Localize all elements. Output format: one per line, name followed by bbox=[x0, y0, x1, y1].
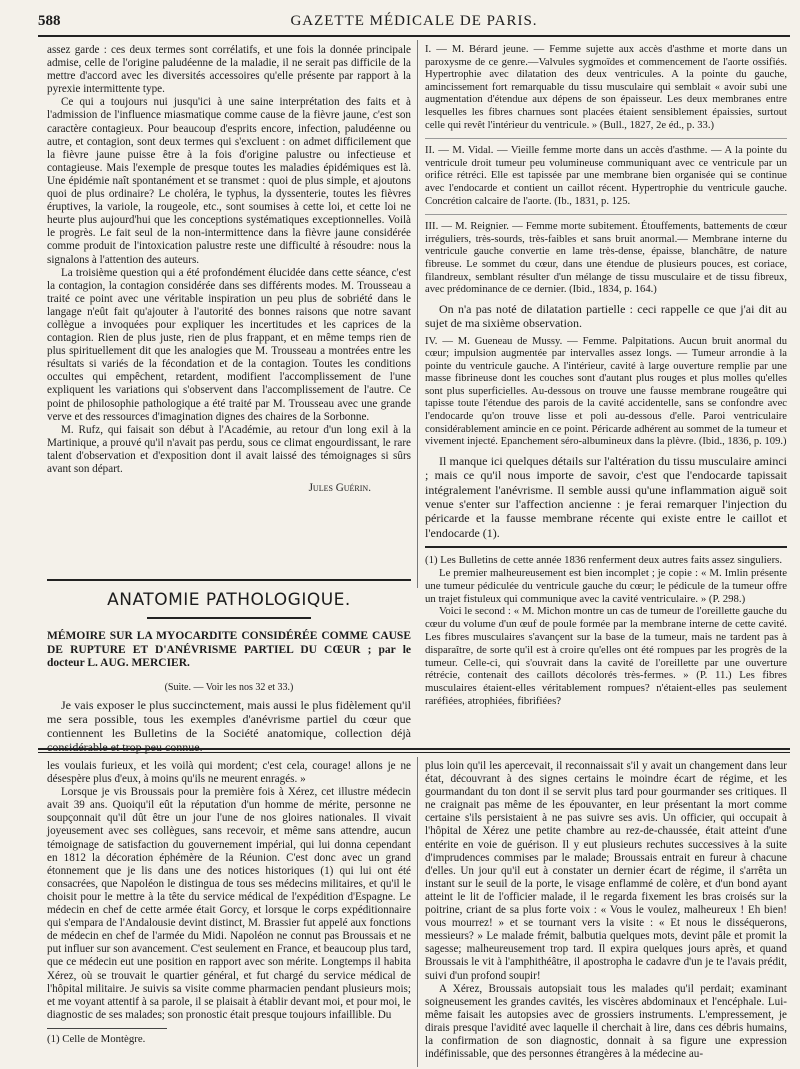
column-right-top bbox=[425, 44, 787, 708]
horizontal-rule bbox=[38, 752, 790, 753]
footnote: Voici le second : « M. Michon montre un cas de tumeur de l'oreillette gauche du cœur du volume d'un œuf de poule formée par la membrane interne de cette cavité. Les fibres musculaires s'avançent sur la base de la tumeur, mais ne tardent pas à disparaître, de sorte qu'il est à croire qu'elles ont été rompues par les progrès de la tumeur. Celle-ci, qui s'ouvrait dans la cavité de l'oreillette par une ouverture rétrécie, contenait des caillots décolorés très-fermes. » (P. 11.) Les fibres musculaires étaient-elles véritablement rompues? n'étaient-elles pas seulement raréfiées, atrophiées, fibrifiées? bbox=[425, 605, 787, 708]
page-header bbox=[38, 11, 790, 37]
column-divider-top bbox=[417, 40, 418, 588]
column-left-top bbox=[47, 44, 411, 495]
paragraph: Ce qui a toujours nui jusqu'ici à une saine interprétation des faits et à l'admission de l'influence miasmatique comme cause de la fièvre jaune, c'est son caractère contagieux. Pour beaucoup d'esprits encore, infection, paludéenne ou autre, et contagion, sont deux termes qui s'excluent : on admet difficilement que la fièvre jaune puisse être à la fois d'origine palustre ou infectieuse et contagieuse. Mais l'exemple de presque toutes les maladies épidémiques est là. Une épidémie naît spontanément et se transmet : quoi de plus simple, et ajoutons quoi de plus ordinaire? Le choléra, le typhus, la dyssenterie, toutes les fièvres éruptives, la variole, la rougeole, etc., sont soumises à cette loi, et cette loi ne heurte plus aujourd'hui que les conceptions systématiques exceptionnelles. Voilà le progrès. Le fait seul de la non-intermittence dans la fièvre jaune considérée comme produit de l'intoxication palustre reste une difficulté à résoudre: nous la signalons à l'attention des auteurs. bbox=[47, 96, 411, 266]
column-right-bottom bbox=[425, 760, 787, 1061]
article-title: MÉMOIRE SUR LA MYOCARDITE CONSIDÉRÉE COMME CAUSE DE RUPTURE ET D'ANÉVRISME PARTIEL DU CŒUR ; par le docteur L. AUG. MERCIER. bbox=[47, 630, 411, 669]
paragraph: Lorsque je vis Broussais pour la première fois à Xérez, cet illustre médecin avait 39 ans. Quoiqu'il eût la réputation d'un homme de mérite, personne ne soupçonnait qu'il dût être un jour l'une de nos gloires nationales. Il vivait joyeusement avec ses collègues, sans recevoir, et même sans attendre, aucun témoignage de satisfaction du gouvernement impérial, qui lui donna cependant en 1812 la décoration éphémère de la Réunion. C'est donc avec un grand étonnement que je lis dans une des notices historiques (1) qui lui ont été consacrées, que Napoléon le distingua de tous ses médecins militaires, et qu'il le choisit pour le mettre à la tête du service médical de l'expédition d'Espagne. Le médecin en chef de cette armée était Gorcy, et lorsque le corps expéditionnaire qui s'empara de l'Andalousie devint distinct, M. Brassier fut appelé aux fonctions de médecin en chef de l'armée du Midi. Napoléon ne connut pas Broussais et ne put influer sur son avancement. C'est seulement en France, et beaucoup plus tard, que ce médecin eut une position en rapport avec son mérite. Longtemps il habita Xérez, où se trouvait le quartier général, et fut chargé du service médical de l'hôpital militaire. Je suivis sa visite comme pharmacien pendant plusieurs mois; et me voyant attentif à sa parole, il se plaisait à établir devant moi, et pour moi, le diagnostic de ses malades; son pronostic était presque toujours infaillible. Du bbox=[47, 786, 411, 1021]
observation-4: IV. — M. Gueneau de Mussy. — Femme. Palpitations. Aucun bruit anormal du cœur; impulsion augmentée par intervalles assez longs. — Tumeur arrondie à la pointe du ventricule gauche. A l'intérieur, cavité à large ouverture remplie par une masse fibrineuse dont les couches sont d'autant plus rouges et plus molles qu'elles sont plus superficielles. Au-dessous on trouve une fausse membrane rougeâtre qui tapisse toute l'étendue des parois de la cavité accidentelle, sans se confondre avec l'endocarde qu'on trouve lisse et poli au-dessous d'elle. Paroi ventriculaire considérablement amincie en ce point. Péricarde adhérent au sommet de la tumeur et vivement injecté. Epanchement séro-albumineux dans la plèvre. (Ibid., 1836, p. 109.) bbox=[425, 335, 787, 448]
journal-title: GAZETTE MÉDICALE DE PARIS. bbox=[290, 13, 538, 29]
paragraph: La troisième question qui a été profondément élucidée dans cette séance, c'est la contagion, la contagion considérée dans ses différents modes. M. Trousseau a traité ce point avec une véritable inspiration un peu plus de sobriété dans le langage n'eût fait qu'ajouter à l'autorité des bonnes raisons que notre savant collègue a invoquées pour expliquer les incertitudes et les caprices de la contagion. Rien de plus juste, rien de plus frappant, et en même temps rien de plus spirituellement dit que les analogies que M. Trousseau a montrées entre les résultats si variés de la fécondation et de la contagion. Toutes les conditions occultes qui empêchent, retardent, modifient l'accomplissement de l'une expliquent les variations qui s'observent dans l'accomplissement de l'autre. Ce point de philosophie pathologique a été traité par M. Trousseau avec une grande verve et des ressources d'imagination dignes des chaires de la Sorbonne. bbox=[47, 266, 411, 423]
article-intro: Je vais exposer le plus succinctement, mais aussi le plus fidèlement qu'il me sera possible, tous les exemples d'anévrisme partiel du cœur que contiennent les Bulletins de la Société anatomique, collection déjà bbox=[47, 698, 411, 741]
title-rule bbox=[147, 617, 311, 619]
divider bbox=[425, 546, 787, 548]
author-signature: Jules Guérin. bbox=[308, 482, 371, 495]
paragraph: A Xérez, Broussais autopsiait tous les malades qu'il perdait; examinant soigneusement les grandes cavités, les viscères abdominaux et l'encéphale. Lui-même faisait les autopsies avec de grossiers instruments. L'empressement, je dirais presque l'avidité avec laquelle il cherchait à lire, dans ces débris humains, la confirmation de son diagnostic, donnait à sa figure une expression indéfinissable, que des personnes étrangères à la médecine au- bbox=[425, 982, 787, 1061]
divider bbox=[425, 138, 787, 139]
divider bbox=[425, 214, 787, 215]
footnote: Le premier malheureusement est bien incomplet ; je copie : « M. Imlin présente une tumeur pédiculée du ventricule gauche du cœur; le pédicule de la tumeur offre un trajet fistuleux qui communique avec la cavité ventriculaire. » (P. 298.) bbox=[425, 567, 787, 605]
paragraph: Il manque ici quelques détails sur l'altération du tissu musculaire aminci ; mais ce qu'il nous importe de savoir, c'est que l'endocarde tapissait intégralement l'anévrisme. Il semble aussi qu'une inflammation aiguë soit venue s'enter sur l'affection ancienne : je ferai remarquer l'injection du péricarde et la fausse membrane récente qui existe entre le caillot et l'endocarde (1). bbox=[425, 453, 787, 540]
section-title: ANATOMIE PATHOLOGIQUE. bbox=[107, 590, 351, 610]
paragraph: assez garde : ces deux termes sont corrélatifs, et une fois la donnée principale admise, celle de l'origine paludéenne de la maladie, il ne serait pas difficile de la mettre d'accord avec les diversités accessoires qu'elle présente par rapport à la pyrexie intermittente type. bbox=[47, 44, 411, 96]
paragraph: On n'a pas noté de dilatation partielle : ceci rappelle ce que j'ai dit au sujet de ma sixième observation. bbox=[425, 301, 787, 331]
observation-3: III. — M. Reignier. — Femme morte subitement. Étouffements, battements de cœur irréguliers, très-sourds, très-faibles et sans bruit anormal.— Membrane interne du ventricule gauche convertie en lame très-dense, épaisse, blanchâtre, de nature fibreuse. Le sommet du cœur, dans une étendue de plusieurs pouces, est coriace, filandreux, semblant résulter d'un mélange de tissu musculaire et de tissu fibreux, avec prédominance de ce dernier. (Ibid., 1834, p. 164.) bbox=[425, 221, 787, 296]
paragraph: plus loin qu'il les apercevait, il reconnaissait s'il y avait un changement dans leur état, découvrant à des signes certains le moindre écart de régime, et les gourmandant du ton dont il se servit plus tard pour gourmander ses critiques. Il ne craignait pas même de les épouvanter, en leur présentant la mort comme certaine s'ils persistaient à ne pas suivre ses avis. Un officier, qui occupait à l'hôpital de Xérez une petite chambre au rez-de-chaussée, était atteint d'une entérite en voie de guérison. Il y eut plusieurs rechutes successives à la suite d'imprudences commises par le malade; Broussais entrait en fureur à chacune d'elles. Un jour qu'il eut à constater un dernier écart de régime, il s'arrêta un instant sur le seuil de la porte, le visage enflammé de colère, et d'un bond ayant atteint le lit de l'officier malade, il le regarda fixement les bras croisés sur la poitrine, criant de sa plus forte voix : « Vous le voulez, malheureux ! Eh bien! vous mourrez! » et se tournant vers la visite : « Et nous le disséquerons, messieurs? » Le malade frémit, balbutia quelques mots, devint pâle et promit la sagesse; malheureusement trop tard. Il expira quelques jours après, et quand Broussais le vit à l'amphithéâtre, il apostropha le cadavre d'un je te l'avais prédit, suivi d'un profond soupir! bbox=[425, 760, 787, 982]
column-divider-bottom bbox=[417, 757, 418, 1067]
observation-2: II. — M. Vidal. — Vieille femme morte dans un accès d'asthme. — A la pointe du ventricule droit tumeur peu volumineuse communiquant avec ce ventricule par un orifice rétréci. Elle est tapissée par une membrane bien organisée qui se continue avec l'endocarde et contient un caillot récent. Hypertrophie du ventricule gauche. Concrétion calcaire de l'aorte. (Ib., 1831, p. 125. bbox=[425, 145, 787, 207]
section-header bbox=[47, 579, 411, 755]
column-left-bottom bbox=[47, 760, 411, 1046]
footnote-rule bbox=[47, 1028, 167, 1029]
page-number: 588 bbox=[38, 13, 61, 29]
footnote: (1) Celle de Montègre. bbox=[47, 1032, 146, 1045]
footnote: (1) Les Bulletins de cette année 1836 renferment deux autres faits assez singuliers. bbox=[425, 554, 783, 567]
observation-1: I. — M. Bérard jeune. — Femme sujette aux accès d'asthme et morte dans un paroxysme de ce genre.—Valvules sygmoïdes et commencement de l'aorte ossifiés. Hypertrophie avec dilatation des deux ventricules. A la pointe du gauche, amincissement fort remarquable du tissu musculaire qui semblait « avoir subi une augmentation d'étendue aux dépens de son épaisseur. Les deux membranes entre lesquelles les fibres charnues sont placées étaient sensiblement épaissies, surtout celle qui revêt l'intérieur du ventricule. » (Bull., 1827, 2e éd., p. 33.) bbox=[425, 44, 787, 131]
continuation-note: (Suite. — Voir les nos 32 et 33.) bbox=[164, 681, 294, 693]
horizontal-rule bbox=[38, 748, 790, 750]
paragraph: les voulais furieux, et les voilà qui mordent; c'est cela, courage! allons je ne désespère plus d'eux, à moins qu'ils ne meurent enragés. » bbox=[47, 760, 411, 786]
paragraph: M. Rufz, qui faisait son début à l'Académie, au retour d'un long exil à la Martinique, a prouvé qu'il n'avait pas perdu, sous ce climat engourdissant, le rare talent d'observation et d'exposition dont il avait laissé des témoignages si sûrs avant son départ. bbox=[47, 423, 411, 475]
